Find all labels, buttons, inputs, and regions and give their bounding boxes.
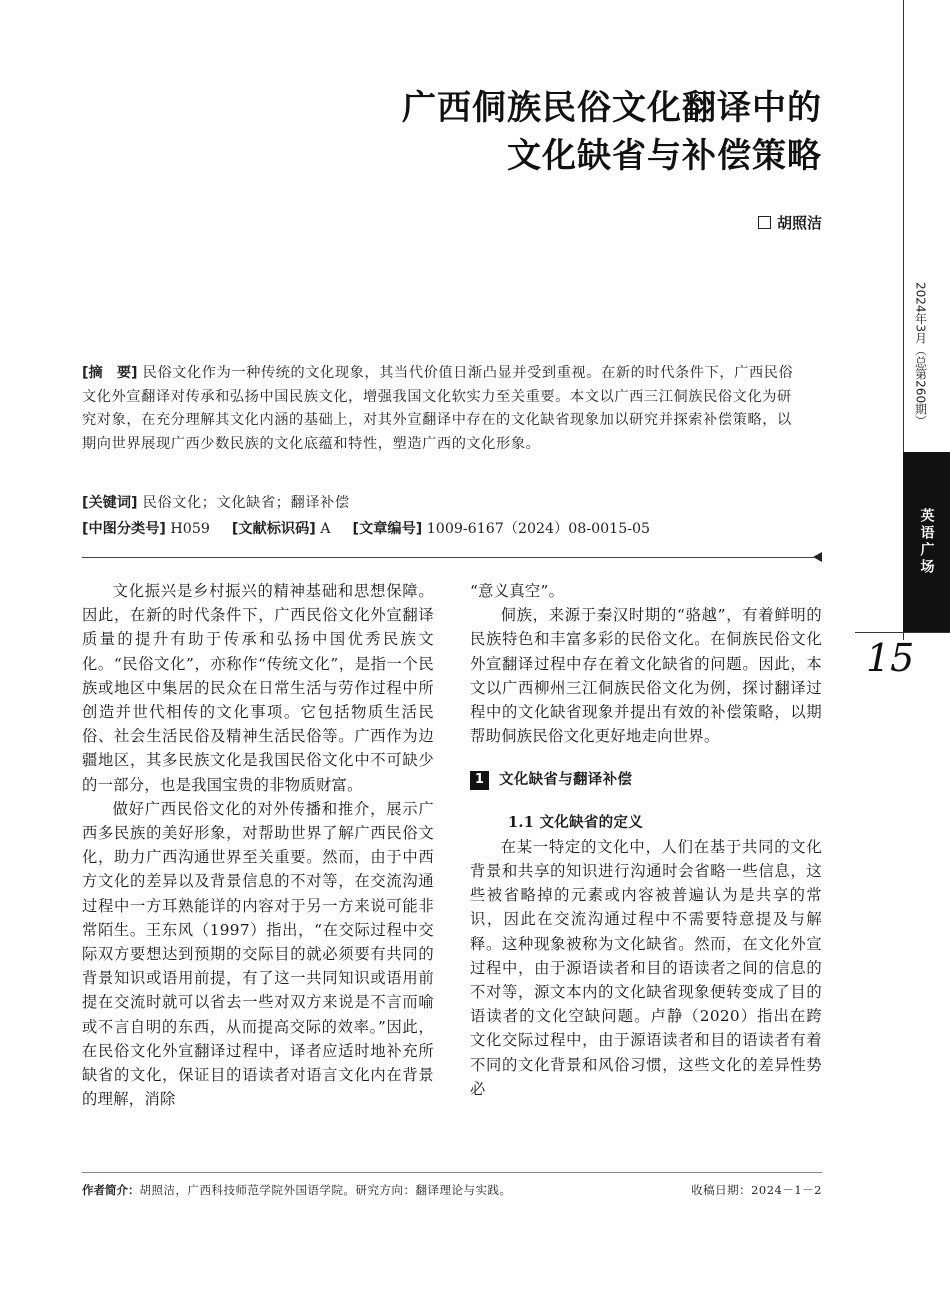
title-line-2: 文化缺省与补偿策略 (507, 136, 822, 176)
subsection-heading: 1.1 文化缺省的定义 (508, 813, 644, 831)
abstract (82, 362, 802, 456)
article-number-label: [文章编号] (352, 521, 423, 537)
body-column-right (470, 579, 822, 1101)
article-number-field (353, 518, 651, 538)
keywords-text: 民俗文化；文化缺省；翻译补偿 (142, 495, 350, 511)
classification-line (82, 518, 650, 538)
paragraph: 文化振兴是乡村振兴的精神基础和思想保障。因此，在新的时代条件下，广西民俗文化外宣翻译质量的提升有助于传承和弘扬中国优秀民族文化。“民俗文化”，亦称作“传统文化”，是指一个民族或地区中集居的民众在日常生活与劳作过程中所创造并世代相传的文化事项。它包括物质生活民俗、社会生活民俗及精神生活民俗等。广西作为边疆地区，其多民族文化是我国民俗文化中不可缺少的一部分，也是我国宝贵的非物质财富。 (82, 582, 434, 794)
body-column-left (82, 579, 434, 1111)
keywords-label: [关键词] (82, 495, 138, 511)
author-line (758, 212, 822, 233)
header-divider (82, 557, 814, 558)
author-bio-text: 胡照洁，广西科技师范学院外国语学院。研究方向：翻译理论与实践。 (139, 1183, 512, 1197)
abstract-text: 民俗文化作为一种传统的文化现象，其当代价值日渐凸显并受到重视。在新的时代条件下，广西民俗文化外宣翻译对传承和弘扬中国民族文化，增强我国文化软实力至关重要。本文以广西三江侗族民俗文化为研究对象，在充分理解其文化内涵的基础上，对其外宣翻译中存在的文化缺省现象加以研究并探索补偿策略，以期向世界展现广西少数民族的文化底蕴和特性，塑造广西的文化形象。 (82, 365, 794, 452)
footer-divider (82, 1172, 822, 1173)
clc-field (82, 518, 210, 538)
section-title: 文化缺省与翻译补偿 (499, 772, 633, 789)
doc-code-value: A (320, 521, 331, 537)
page-number-divider (855, 632, 950, 633)
clc-value: H059 (170, 521, 210, 537)
square-bullet-icon (758, 216, 771, 229)
footer (82, 1182, 822, 1198)
author-name: 胡照洁 (776, 214, 822, 232)
clc-label: [中图分类号] (82, 521, 166, 537)
received-date: 收稿日期：2024－1－2 (691, 1183, 822, 1197)
abstract-label: [摘 要] (82, 365, 138, 381)
article-title (402, 84, 822, 180)
arrow-left-icon (813, 552, 822, 562)
section-heading (470, 768, 822, 792)
paragraph: 做好广西民俗文化的对外传播和推介，展示广西多民族的美好形象，对帮助世界了解广西民俗文化，助力广西沟通世界至关重要。然而，由于中西方文化的差异以及背景信息的不对等，在交流沟通过程中一方耳熟能详的内容对于另一方来说可能非常陌生。王东风（1997）指出，“在交际过程中交际双方要想达到预期的交际目的就必须要有共同的背景知识或语用前提，有了这一共同知识或语用前提在交流时就可以省去一些对双方来说是不言而喻或不言自明的东西，从而提高交际的效率。”因此，在民俗文化外宣翻译过程中，译者应适时地补充所缺省的文化，保证目的语读者对语言文化内在背景的理解，消除 (82, 799, 434, 1109)
section-number: 1 (470, 771, 489, 790)
author-bio-label: 作者简介： (82, 1183, 140, 1197)
paragraph: “意义真空”。 (470, 582, 565, 600)
doc-code-field (232, 518, 331, 538)
issue-date: 2024年3月（总第260期） (913, 282, 928, 428)
doc-code-label: [文献标识码] (231, 521, 316, 537)
paragraph: 在某一特定的文化中，人们在基于共同的文化背景和共享的知识进行沟通时会省略一些信息，这些被省略掉的元素或内容被普遍认为是共享的常识，因此在交流沟通过程中不需要特意提及与解释。这种现象被称为文化缺省。然而，在文化外宣过程中，由于源语读者和目的语读者之间的信息的不对等，源文本内的文化缺省现象便转变成了目的语读者的文化空缺问题。卢静（2020）指出在跨文化交际过程中，由于源语读者和目的语读者有着不同的文化背景和风俗习惯，这些文化的差异性势必 (470, 837, 822, 1098)
page-number: 15 (866, 636, 915, 680)
paragraph: 侗族，来源于秦汉时期的“骆越”，有着鲜明的民族特色和丰富多彩的民俗文化。在侗族民俗文化外宣翻译过程中存在着文化缺省的问题。因此，本文以广西柳州三江侗族民俗文化为例，探讨翻译过程中的文化缺省现象并提出有效的补偿策略，以期帮助侗族民俗文化更好地走向世界。 (470, 606, 822, 746)
author-bio (82, 1182, 512, 1198)
journal-name: 英语广场 (903, 452, 950, 632)
title-line-1: 广西侗族民俗文化翻译中的 (402, 88, 822, 128)
keywords (82, 492, 350, 512)
article-number-value: 1009-6167（2024）08-0015-05 (426, 521, 651, 537)
